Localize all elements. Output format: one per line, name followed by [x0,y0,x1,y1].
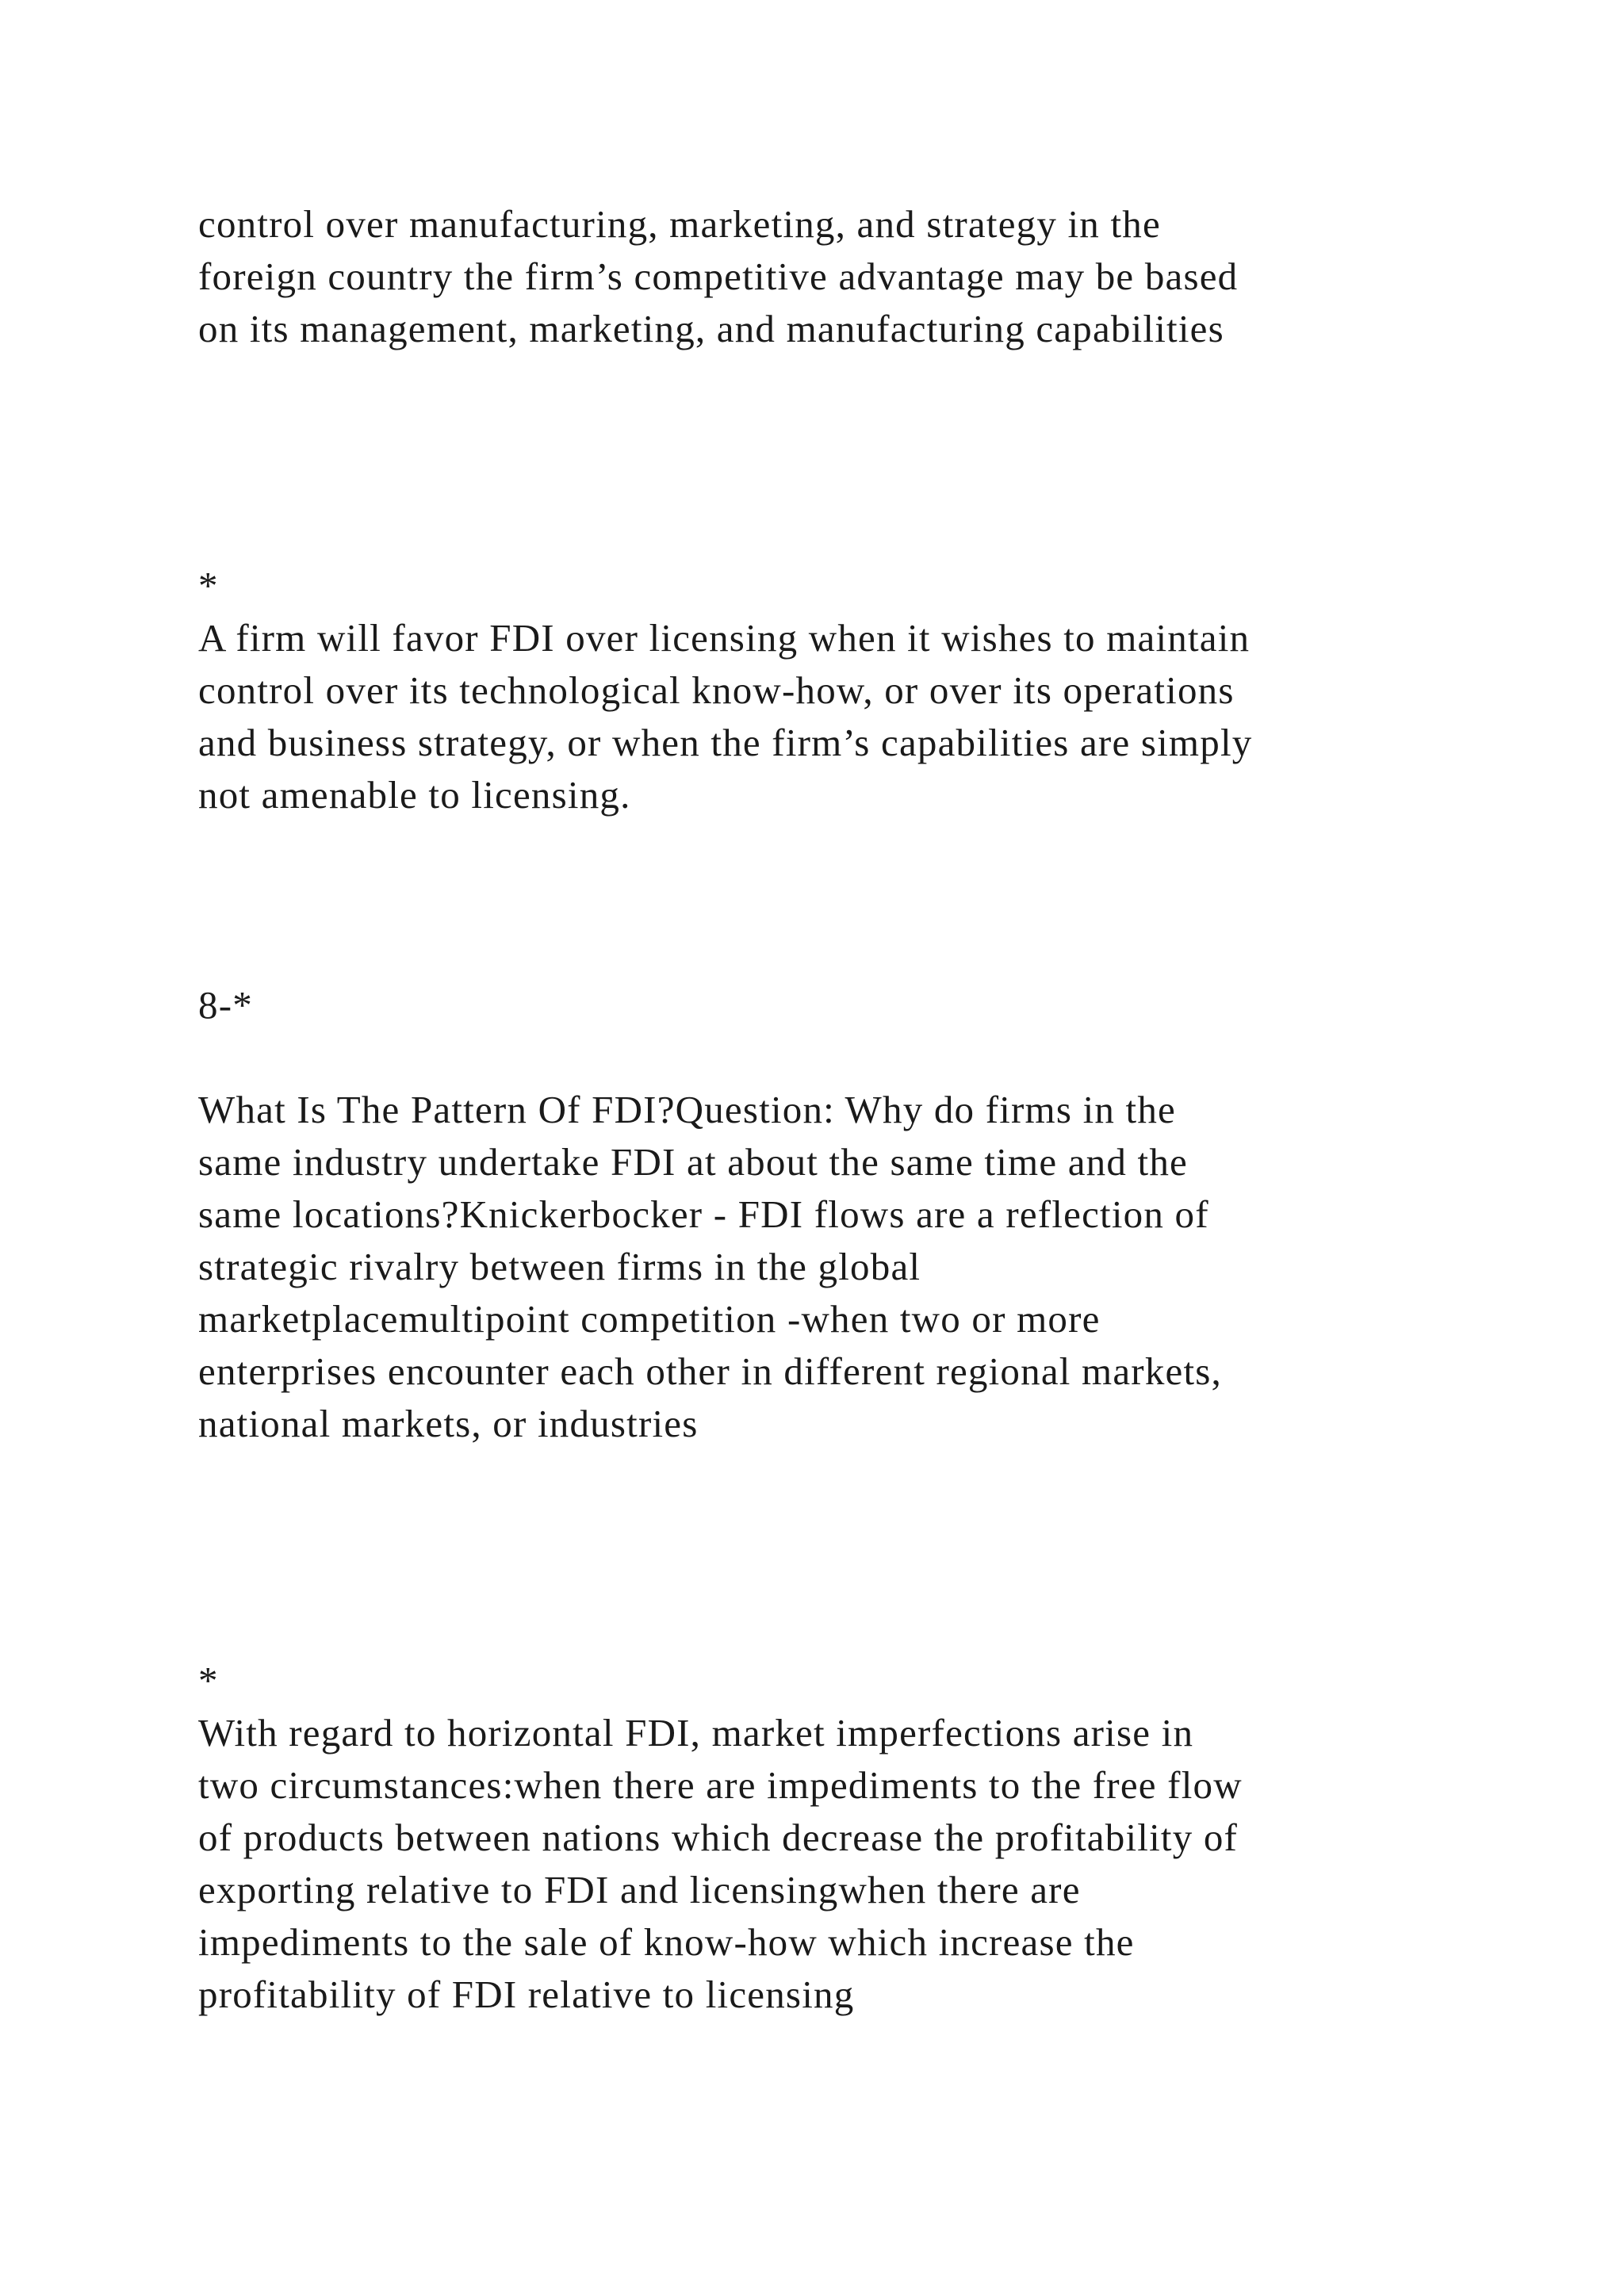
text-line: profitability of FDI relative to licensing [198,1973,855,2016]
text-line: What Is The Pattern Of FDI?Question: Why do firms in the [198,1088,1177,1131]
slide-marker: * [198,1659,219,1702]
text-line: on its management, marketing, and manufacturing capabilities [198,307,1224,350]
text-line: exporting relative to FDI and licensingwhen there are [198,1868,1081,1911]
paragraph-fdi-over-licensing [198,560,1507,821]
text-line: strategic rivalry between firms in the global [198,1245,921,1288]
text-line: two circumstances:when there are impediments to the free flow [198,1763,1243,1807]
paragraph-horizontal-fdi [198,1655,1507,2021]
slide-number [198,979,1507,1031]
text-line: same locations?Knickerbocker - FDI flows are a reflection of [198,1192,1209,1236]
text-line: enterprises encounter each other in different regional markets, [198,1349,1223,1393]
slide-marker: 8-* [198,983,253,1027]
text-line: impediments to the sale of know-how which increase the [198,1920,1135,1964]
text-line: control over its technological know-how, or over its operations [198,668,1235,712]
text-line: national markets, or industries [198,1402,699,1445]
paragraph-manufacturing-control [198,198,1507,355]
text-line: control over manufacturing, marketing, and strategy in the [198,202,1161,246]
text-line: and business strategy, or when the firm’s capabilities are simply [198,721,1253,764]
text-line: of products between nations which decrease the profitability of [198,1816,1239,1859]
text-line: marketplacemultipoint competition -when two or more [198,1297,1101,1341]
text-line: same industry undertake FDI at about the same time and the [198,1140,1188,1184]
text-line: With regard to horizontal FDI, market imperfections arise in [198,1711,1194,1755]
paragraph-pattern-of-fdi [198,1084,1507,1450]
text-line: A firm will favor FDI over licensing when it wishes to maintain [198,616,1251,660]
text-line: foreign country the firm’s competitive advantage may be based [198,254,1239,298]
text-line: not amenable to licensing. [198,773,631,817]
slide-marker: * [198,564,219,607]
